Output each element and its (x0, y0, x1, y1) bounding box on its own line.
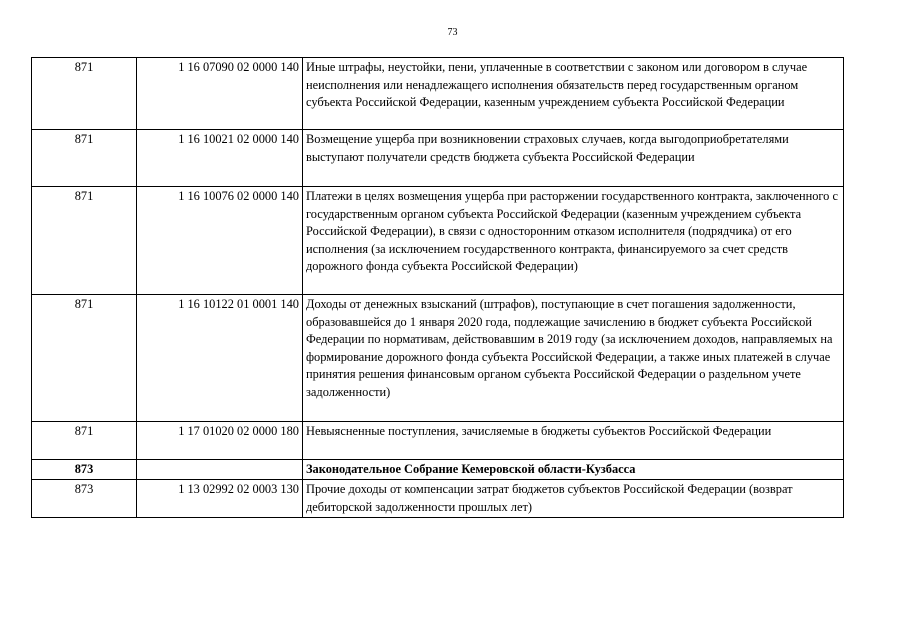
income-name-cell: Платежи в целях возмещения ущерба при расторжении государственного контракта, заключенного с государственным органом субъекта Российской Федерации (казенным учреждением субъекта Российской Федерации), в связи с односторонним отказом исполнителя (подрядчика) от его исполнения (за исключением государственного контракта, финансируемого за счет средств дорожного фонда субъекта Российской Федерации) (303, 187, 844, 295)
administrator-name-cell: Законодательное Собрание Кемеровской области-Кузбасса (303, 460, 844, 480)
income-name-cell: Доходы от денежных взысканий (штрафов), поступающие в счет погашения задолженности, образовавшейся до 1 января 2020 года, подлежащие зачислению в бюджет субъекта Российской Федерации по нормативам, действовавшим в 2019 году (за исключением доходов, направляемых на формирование дорожного фонда субъекта Российской Федерации, а также иных платежей в случае принятия решения финансовым органом субъекта Российской Федерации о раздельном учете задолженности) (303, 295, 844, 422)
page-number: 73 (447, 27, 458, 38)
classification-code-cell: 1 17 01020 02 0000 180 (137, 422, 303, 460)
admin-code-cell: 871 (32, 130, 137, 187)
table-row (32, 187, 844, 295)
admin-code-cell: 871 (32, 187, 137, 295)
classification-code-cell: 1 16 10076 02 0000 140 (137, 187, 303, 295)
classification-code-cell: 1 16 07090 02 0000 140 (137, 58, 303, 130)
admin-code-cell: 871 (32, 58, 137, 130)
table-row (32, 130, 844, 187)
table-row (32, 58, 844, 130)
income-name-cell: Возмещение ущерба при возникновении страховых случаев, когда выгодоприобретателями выступают получатели средств бюджета субъекта Российской Федерации (303, 130, 844, 187)
budget-codes-table (31, 57, 844, 518)
income-name-cell: Иные штрафы, неустойки, пени, уплаченные в соответствии с законом или договором в случае неисполнения или ненадлежащего исполнения обязательств перед государственным органом субъекта Российской Федерации, казенным учреждением субъекта Российской Федерации (303, 58, 844, 130)
income-name-cell: Прочие доходы от компенсации затрат бюджетов субъектов Российской Федерации (возврат дебиторской задолженности прошлых лет) (303, 480, 844, 518)
admin-code-cell: 871 (32, 295, 137, 422)
admin-code-cell: 873 (32, 480, 137, 518)
classification-code-cell: 1 13 02992 02 0003 130 (137, 480, 303, 518)
table-row (32, 480, 844, 518)
admin-code-cell: 871 (32, 422, 137, 460)
classification-code-cell: 1 16 10021 02 0000 140 (137, 130, 303, 187)
classification-code-cell: 1 16 10122 01 0001 140 (137, 295, 303, 422)
table-row (32, 422, 844, 460)
admin-code-cell: 873 (32, 460, 137, 480)
table-row-section-header (32, 460, 844, 480)
classification-code-cell (137, 460, 303, 480)
table-row (32, 295, 844, 422)
income-name-cell: Невыясненные поступления, зачисляемые в бюджеты субъектов Российской Федерации (303, 422, 844, 460)
